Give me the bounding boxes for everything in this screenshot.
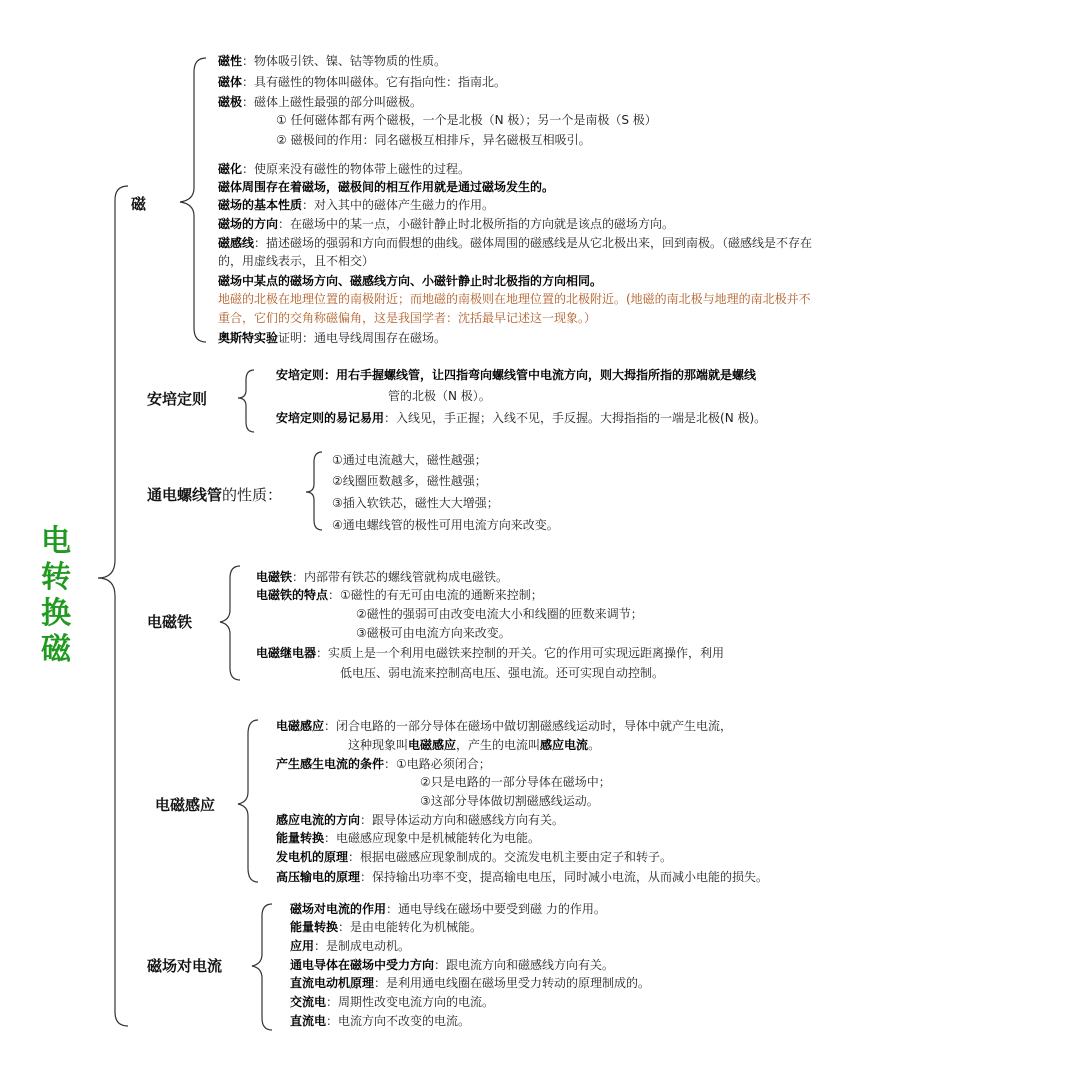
section-label-ampere: 安培定则 [147, 390, 208, 408]
ampere-line: 管的北极（N 极）。 [388, 389, 491, 403]
ampere-line: 安培定则的易记易用：入线见，手正握；入线不见，手反握。大拇指指的一端是北极(N 极)。 [276, 411, 767, 425]
magnet-line: 磁场中某点的磁场方向、磁感线方向、小磁针静止时北极指的方向相同。 [218, 274, 603, 288]
force-line: 磁场对电流的作用：通电导线在磁场中要受到磁 力的作用。 [290, 902, 606, 916]
title-char: 换 [41, 596, 71, 631]
magnet-line: ② 磁极间的作用：同名磁极互相排斥，异名磁极互相吸引。 [276, 133, 591, 147]
electromagnet-line: 电磁铁：内部带有铁芯的螺线管就构成电磁铁。 [256, 570, 509, 584]
magnet-line: 磁场的基本性质：对入其中的磁体产生磁力的作用。 [218, 198, 495, 212]
geomagnetic-line: 重合，它们的交角称磁偏角，这是我国学者：沈括最早记述这一现象。） [218, 311, 597, 325]
magnet-line: 磁感线：描述磁场的强弱和方向而假想的曲线。磁体周围的磁感线是从它北极出来，回到南极。（磁感线是不存在 [218, 236, 813, 250]
electromagnet-line: ②磁性的强弱可由改变电流大小和线圈的匝数来调节； [356, 607, 643, 621]
main-title [36, 524, 76, 668]
induction-line: 能量转换：电磁感应现象中是机械能转化为电能。 [276, 831, 541, 845]
force-brace [252, 904, 272, 1030]
induction-line: 电磁感应：闭合电路的一部分导体在磁场中做切割磁感线运动时，导体中就产生电流， [276, 719, 733, 733]
induction-line: 这种现象叫电磁感应，产生的电流叫感应电流。 [348, 738, 601, 752]
section-label-electromagnet: 电磁铁 [147, 613, 193, 631]
electromagnet-line: 低电压、弱电流来控制高电压、强电流。还可实现自动控制。 [340, 666, 665, 680]
electromagnet-line: ③磁极可由电流方向来改变。 [356, 626, 511, 640]
force-line: 能量转换：是由电能转化为机械能。 [290, 920, 483, 934]
magnet-line: 的，用虚线表示，且不相交） [218, 254, 375, 268]
title-char: 转 [41, 560, 71, 595]
electromagnet-line: 电磁铁的特点：①磁性的有无可由电流的通断来控制； [256, 588, 543, 602]
induction-line: 产生感生电流的条件：①电路必须闭合； [276, 757, 491, 771]
magnet-line: ① 任何磁体都有两个磁极，一个是北极（N 极）；另一个是南极（S 极） [276, 113, 657, 127]
solenoid-line: ③插入软铁芯，磁性大大增强； [332, 496, 499, 510]
title-char: 电 [41, 524, 71, 559]
induction-line: 发电机的原理：根据电磁感应现象制成的。交流发电机主要由定子和转子。 [276, 850, 673, 864]
main-brace [98, 186, 128, 1026]
magnet-line: 磁体：具有磁性的物体叫磁体。它有指向性：指南北。 [218, 75, 507, 89]
induction-line: ②只是电路的一部分导体在磁场中； [420, 775, 611, 789]
magnet-line: 奥斯特实验证明：通电导线周围存在磁场。 [218, 331, 447, 345]
geomagnetic-line: 地磁的北极在地理位置的南极附近；而地磁的南极则在地理位置的北极附近。(地磁的南北极与地理的南北极并不 [218, 292, 811, 306]
force-line: 直流电动机原理：是利用通电线圈在磁场里受力转动的原理制成的。 [290, 976, 651, 990]
magnet-line: 磁极：磁体上磁性最强的部分叫磁极。 [218, 95, 423, 109]
force-line: 应用：是制成电动机。 [290, 939, 411, 953]
electromagnet-line: 电磁继电器：实质上是一个利用电磁铁来控制的开关。它的作用可实现远距离操作，利用 [256, 646, 725, 660]
solenoid-brace [306, 452, 322, 530]
section-label-force: 磁场对电流 [147, 957, 223, 975]
induction-brace [238, 720, 258, 882]
electromagnet-brace [220, 566, 240, 680]
solenoid-line: ①通过电流越大，磁性越强； [332, 453, 487, 467]
induction-line: 高压输电的原理：保持输出功率不变，提高输电电压，同时减小电流，从而减小电能的损失。 [276, 870, 769, 884]
solenoid-line: ④通电螺线管的极性可用电流方向来改变。 [332, 518, 559, 532]
magnet-line: 磁性：物体吸引铁、镍、钴等物质的性质。 [218, 54, 447, 68]
solenoid-line: ②线圈匝数越多，磁性越强； [332, 474, 487, 488]
magnet-line: 磁体周围存在着磁场，磁极间的相互作用就是通过磁场发生的。 [218, 180, 555, 194]
force-line: 通电导体在磁场中受力方向：跟电流方向和磁感线方向有关。 [290, 958, 615, 972]
magnet-line: 磁化：使原来没有磁性的物体带上磁性的过程。 [218, 162, 471, 176]
section-label-solenoid: 通电螺线管的性质： [147, 486, 283, 504]
magnet-line: 磁场的方向：在磁场中的某一点，小磁针静止时北极所指的方向就是该点的磁场方向。 [218, 217, 675, 231]
magnet-brace [180, 58, 206, 342]
induction-line: 感应电流的方向：跟导体运动方向和磁感线方向有关。 [276, 813, 565, 827]
ampere-brace [238, 370, 254, 432]
ampere-line: 安培定则：用右手握螺线管，让四指弯向螺线管中电流方向，则大拇指所指的那端就是螺线 [276, 368, 757, 382]
section-label-induction: 电磁感应 [155, 796, 216, 814]
section-label-magnet: 磁 [131, 195, 147, 213]
title-char: 磁 [41, 632, 71, 667]
force-line: 直流电：电流方向不改变的电流。 [290, 1014, 471, 1028]
induction-line: ③这部分导体做切割磁感线运动。 [420, 794, 599, 808]
force-line: 交流电：周期性改变电流方向的电流。 [290, 995, 495, 1009]
